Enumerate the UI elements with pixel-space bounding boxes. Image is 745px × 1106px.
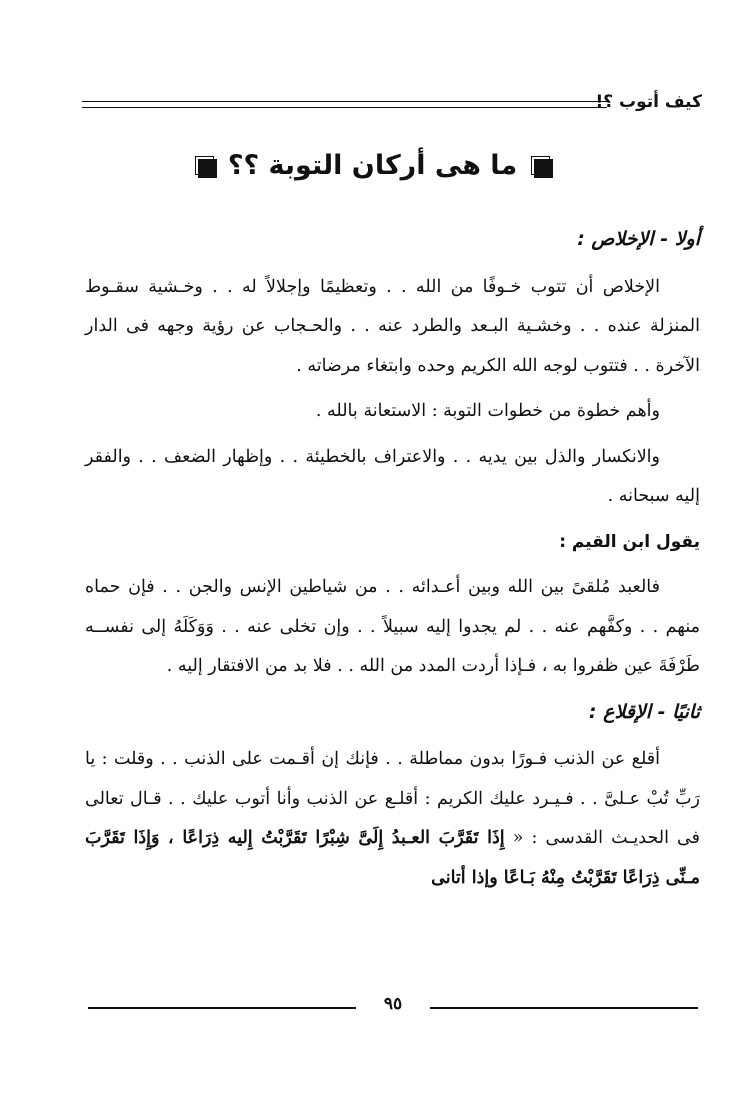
paragraph-hadith	[85, 740, 700, 898]
paragraph: والانكسار والذل بين يديه . . والاعتراف بالخطيئة . . وإظهار الضعف . . والفقر إليه سبحانه .	[85, 446, 700, 506]
paragraph-text: أقلع عن الذنب فـورًا بدون مماطلة . . فإنك إن أقـمت على الذنب . . وقلت : يا رَبِّ تُبْ عـلىَّ . . فـيـرد عليك الكريم : أقلـع عن الذنب وأنا أتوب عليك . . قـال تعالى فى الحديـث القدسى : «	[85, 749, 700, 848]
body-text	[85, 220, 700, 904]
paragraph: وأهم خطوة من خطوات التوبة : الاستعانة بالله .	[315, 401, 660, 421]
section-heading-iqla: ثانيًا - الإقلاع :	[588, 700, 700, 723]
paragraph: فالعبد مُلقىً بين الله وبين أعـدائه . . من شياطين الإنس والجن . . فإن حماه منهم . . وكفَّهم عنه . . لم يجدوا إليه سبيلاً . . وإن تخلى عنه . . وَوَكَلَهُ إلى نفســه طَرْفَةَ عين ظفروا به ، فـإذا أردت المدد من الله . . فلا بد من الافتقار إليه .	[85, 577, 700, 676]
page-footer	[88, 993, 698, 1023]
square-ornament-icon	[195, 156, 214, 175]
page-number: ٩٥	[383, 994, 403, 1014]
chapter-heading	[0, 150, 745, 181]
square-ornament-icon	[531, 156, 550, 175]
hadith-quote: إِذَا تَقَرَّبَ العـبدُ إِلَىَّ شِبْرًا تَقَرَّبْتُ إِليه ذِرَاعًا ، وَإِذَا تَقَرَّبَ مـنِّى ذِرَاعًا تَقَرَّبْتُ مِنْهُ بَـاعًا وإذا أتانى	[85, 828, 700, 888]
running-header	[82, 92, 702, 118]
running-title: كيف أتوب ؟!	[595, 92, 702, 112]
sub-heading-ibn-qayyim: يقول ابن القيم :	[559, 531, 700, 552]
chapter-title: ما هى أركان التوبة ؟؟	[227, 150, 518, 181]
section-heading-ikhlas: أولا - الإخلاص :	[577, 228, 700, 250]
paragraph: الإخلاص أن تتوب خـوفًا من الله . . وتعظيمًا وإجلالاً له . . وخـشية سقـوط المنزلة عنده . . وخشـية البـعد والطرد عنه . . والحـجاب عن رؤية وجهه فى الدار الآخرة . . فتتوب لوجه الله الكريم وحده وابتغاء مرضاته .	[85, 276, 700, 376]
header-double-rule	[82, 101, 607, 108]
